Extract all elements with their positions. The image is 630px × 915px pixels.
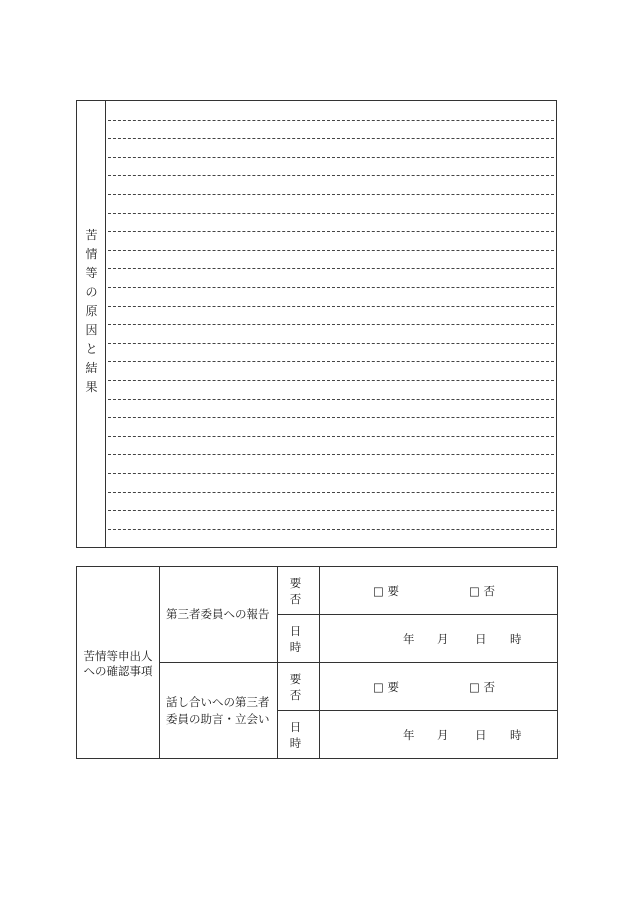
need-label-cell bbox=[278, 663, 320, 711]
need-label-cell bbox=[278, 567, 320, 615]
cause-result-label-column bbox=[77, 101, 106, 547]
writing-line bbox=[108, 306, 554, 307]
writing-line bbox=[108, 510, 554, 511]
confirmation-header-cell bbox=[77, 567, 160, 759]
option-yes-checkbox[interactable]: □ 要 bbox=[373, 583, 400, 598]
writing-line bbox=[108, 324, 554, 325]
datetime-label-cell bbox=[278, 615, 320, 663]
writing-line bbox=[108, 268, 554, 269]
writing-line bbox=[108, 194, 554, 195]
label-char: 結 bbox=[85, 361, 98, 375]
datetime-field[interactable] bbox=[320, 711, 558, 759]
cause-result-section bbox=[76, 100, 557, 548]
writing-line bbox=[108, 380, 554, 381]
writing-line bbox=[108, 231, 554, 232]
month-label: 月 bbox=[437, 727, 449, 742]
month-label: 月 bbox=[437, 631, 449, 646]
day-label: 日 bbox=[475, 631, 487, 646]
writing-line bbox=[108, 473, 554, 474]
label-char: 原 bbox=[85, 304, 98, 318]
year-label: 年 bbox=[403, 631, 415, 646]
datetime-label: 日 時 bbox=[289, 719, 308, 750]
writing-line bbox=[108, 361, 554, 362]
datetime-field[interactable] bbox=[320, 615, 558, 663]
need-options-cell bbox=[320, 663, 558, 711]
writing-line bbox=[108, 250, 554, 251]
writing-line bbox=[108, 138, 554, 139]
year-label: 年 bbox=[403, 727, 415, 742]
writing-line bbox=[108, 529, 554, 530]
need-options-cell bbox=[320, 567, 558, 615]
option-no-checkbox[interactable]: □ 否 bbox=[469, 679, 496, 694]
table-row bbox=[77, 567, 558, 615]
need-label: 要 否 bbox=[289, 575, 308, 606]
option-yes-checkbox[interactable]: □ 要 bbox=[373, 679, 400, 694]
writing-line bbox=[108, 343, 554, 344]
label-char: 因 bbox=[85, 323, 98, 337]
writing-line bbox=[108, 120, 554, 121]
need-label: 要 否 bbox=[289, 671, 308, 702]
writing-line bbox=[108, 213, 554, 214]
hour-label: 時 bbox=[510, 631, 522, 646]
label-char: 等 bbox=[85, 266, 98, 280]
day-label: 日 bbox=[475, 727, 487, 742]
label-char: 情 bbox=[85, 247, 98, 261]
item-cell bbox=[160, 567, 278, 663]
option-no-checkbox[interactable]: □ 否 bbox=[469, 583, 496, 598]
datetime-label: 日 時 bbox=[289, 623, 308, 654]
writing-line bbox=[108, 287, 554, 288]
writing-line bbox=[108, 157, 554, 158]
writing-line bbox=[108, 399, 554, 400]
writing-line bbox=[108, 417, 554, 418]
item-label: 話し合いへの第三者 委員の助言・立会い bbox=[166, 694, 270, 726]
item-cell bbox=[160, 663, 278, 759]
label-char: 果 bbox=[85, 380, 98, 394]
writing-line bbox=[108, 436, 554, 437]
writing-line bbox=[108, 454, 554, 455]
writing-line bbox=[108, 175, 554, 176]
confirmation-table bbox=[76, 566, 558, 759]
label-char: 苦 bbox=[85, 228, 98, 242]
hour-label: 時 bbox=[510, 727, 522, 742]
datetime-label-cell bbox=[278, 711, 320, 759]
cause-result-writing-area[interactable] bbox=[106, 101, 556, 547]
label-char: の bbox=[85, 285, 98, 299]
label-char: と bbox=[85, 342, 98, 356]
writing-line bbox=[108, 492, 554, 493]
item-label: 第三者委員への報告 bbox=[166, 607, 270, 621]
cause-result-label bbox=[77, 228, 106, 394]
confirmation-header: 苦情等申出人 への確認事項 bbox=[83, 648, 153, 678]
